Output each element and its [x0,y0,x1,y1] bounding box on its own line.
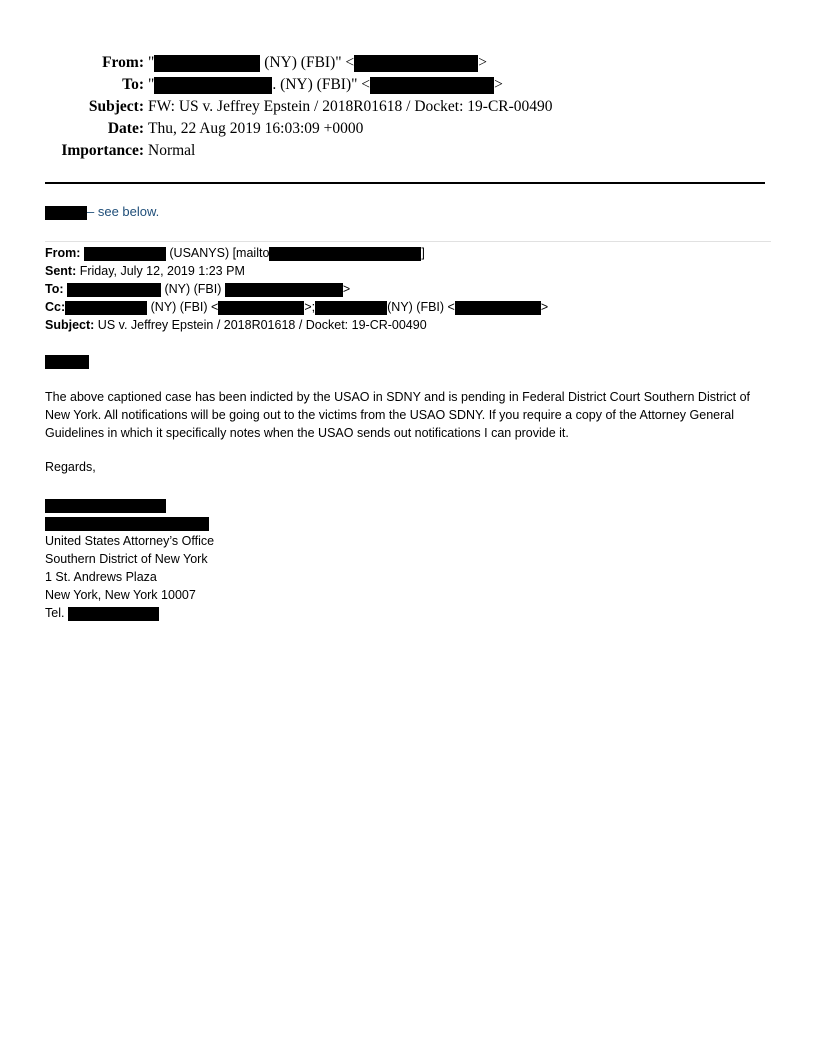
orig-cc-label: Cc: [45,300,66,314]
header-importance-label: Importance: [61,142,144,159]
to-close: > [494,76,503,93]
orig-cc-row [45,298,785,316]
orig-to-row [45,280,785,298]
signature-tel-label: Tel. [45,606,68,620]
header-to-label: To: [122,76,144,93]
redaction-block [315,301,387,315]
redaction-block [218,301,304,315]
orig-from-label: From: [45,246,81,260]
forward-note [45,203,159,221]
orig-to-label: To: [45,282,64,296]
from-quote: " [148,54,155,71]
redaction-block [45,206,87,220]
header-divider [45,182,765,184]
signature-address-line2: New York, New York 10007 [45,588,196,602]
redaction-block [455,301,541,315]
signature-title-redaction [45,517,209,531]
orig-from-close: ] [421,246,425,260]
original-message-header [45,244,785,334]
original-divider [45,241,771,242]
orig-cc-org1: (NY) (FBI) < [147,300,219,314]
header-subject-row [0,96,816,118]
redaction-block [67,283,161,297]
orig-subject-value: US v. Jeffrey Epstein / 2018R01618 / Docket: 19-CR-00490 [94,318,427,332]
orig-sent-row [45,262,785,280]
from-close: > [478,54,487,71]
header-subject-value: FW: US v. Jeffrey Epstein / 2018R01618 / Docket: 19-CR-00490 [148,98,553,115]
header-date-label: Date: [107,120,144,137]
header-from-value [148,52,487,74]
header-date-row [0,118,816,140]
orig-to-close: > [342,282,351,296]
orig-cc-sep: >; [304,300,316,314]
header-subject-label: Subject: [88,98,144,115]
from-org: (NY) (FBI)" < [260,54,355,71]
redaction-block [154,77,272,94]
redaction-block [269,247,421,261]
redaction-block [84,247,166,261]
signature-name-redaction [45,499,166,513]
redaction-block [65,301,147,315]
header-from-row [0,52,816,74]
redaction-block [225,283,343,297]
redaction-block [370,77,494,94]
orig-cc-org2: (NY) (FBI) < [387,300,455,314]
header-to-value [148,74,503,96]
to-quote: " [148,76,155,93]
greeting-redaction [45,355,89,369]
signature-block [45,532,214,622]
signature-tel-row [45,604,214,622]
orig-sent-label: Sent: [45,264,77,278]
email-header [0,52,816,162]
header-importance-row [0,140,816,162]
orig-subject-label: Subject: [45,318,95,332]
header-from-label: From: [102,54,144,71]
to-org: . (NY) (FBI)" < [272,76,371,93]
orig-cc-close: > [540,300,549,314]
closing-regards: Regards, [45,460,96,474]
message-body: The above captioned case has been indicted by the USAO in SDNY and is pending in Federal District Court Southern District of New York. All notifications will be going out to the victims from the USAO SDNY. If you require a copy of the Attorney General Guidelines in which it specifically notes when the USAO sends out notifications I can provide it. [45,390,751,440]
redaction-block [68,607,159,621]
orig-from-row [45,244,785,262]
orig-subject-row [45,316,785,334]
signature-district: Southern District of New York [45,552,208,566]
signature-address-line1: 1 St. Andrews Plaza [45,570,157,584]
redaction-block [154,55,260,72]
header-importance-value: Normal [148,142,196,159]
orig-sent-value: Friday, July 12, 2019 1:23 PM [76,264,245,278]
header-date-value: Thu, 22 Aug 2019 16:03:09 +0000 [148,120,364,137]
orig-from-org: (USANYS) [mailto [165,246,270,260]
signature-office: United States Attorney’s Office [45,534,215,548]
redaction-block [354,55,478,72]
header-to-row [0,74,816,96]
forward-note-text: – see below. [87,204,160,219]
orig-to-org: (NY) (FBI) [161,282,225,296]
